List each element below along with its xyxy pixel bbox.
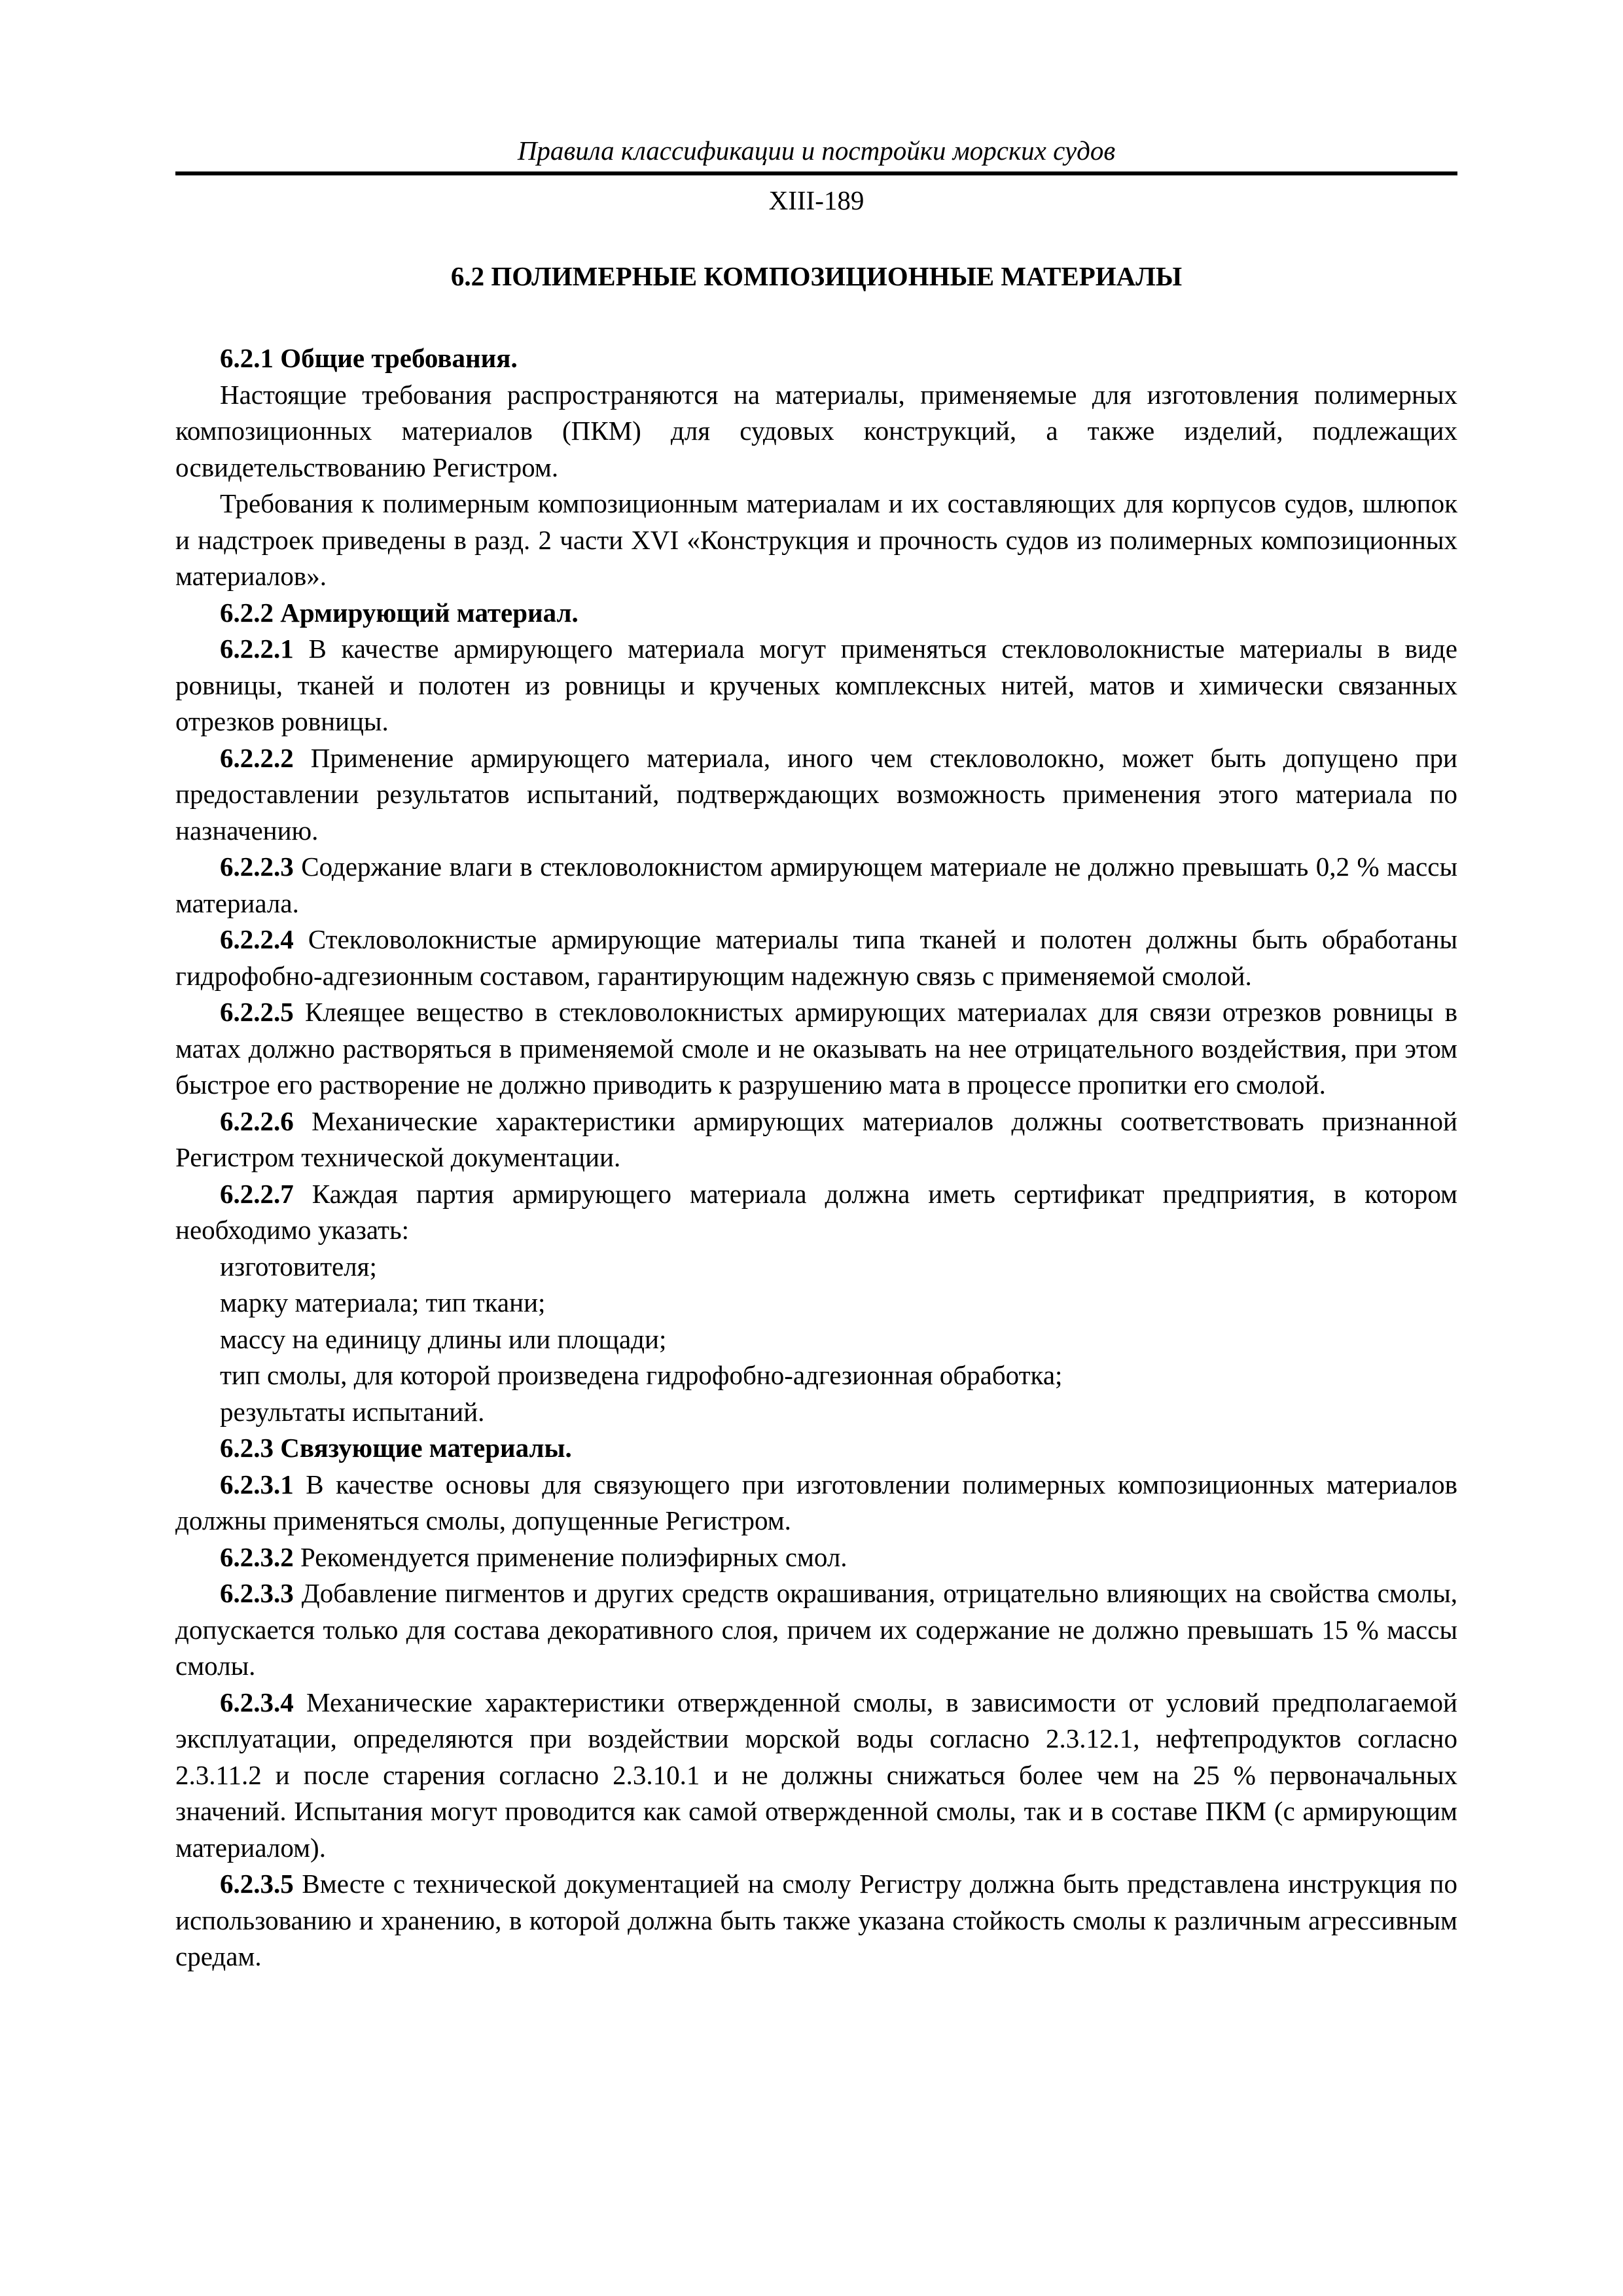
clause-text: Механические характеристики отвержденной смолы, в зависимости от условий предполагаемой эксплуатации, определяются при воздействии морской воды согласно 2.3.12.1, нефтепродуктов согласно 2.3.11.2 и после старения согласно 2.3.10.1 и не должны снижаться более чем на 25 % первоначальных значений. Испытания могут проводится как самой отвержденной смолы, так и в составе ПКМ (с армирующим материалом). xyxy=(175,1687,1457,1863)
clause-6-2-2-7 xyxy=(175,1176,1457,1249)
section-title: 6.2 ПОЛИМЕРНЫЕ КОМПОЗИЦИОННЫЕ МАТЕРИАЛЫ xyxy=(450,261,1183,291)
clause-6-2-3-1 xyxy=(175,1467,1457,1539)
clause-number: 6.2.3.5 xyxy=(220,1869,294,1899)
heading-6-2-2: 6.2.2 Армирующий материал. xyxy=(220,597,579,628)
clause-text: В качестве армирующего материала могут применяться стекловолокнистые материалы в виде ровницы, тканей и полотен из ровницы и крученых комплексных нитей, матов и химически связанных отрезков ровницы. xyxy=(175,634,1457,736)
clause-number: 6.2.3.1 xyxy=(220,1469,294,1499)
page-number: XIII-189 xyxy=(768,185,865,215)
clause-text: Рекомендуется применение полиэфирных смол. xyxy=(293,1541,847,1572)
clause-text: Механические характеристики армирующих материалов должны соответствовать признанной Регистром технической документации. xyxy=(175,1105,1457,1172)
clause-number: 6.2.2.6 xyxy=(220,1105,294,1136)
list-item: марку материала; тип ткани; xyxy=(220,1287,546,1318)
heading-6-2-1: 6.2.1 Общие требования. xyxy=(220,343,518,373)
clause-6-2-3-3 xyxy=(175,1575,1457,1685)
clause-6-2-2-4 xyxy=(175,922,1457,994)
clause-number: 6.2.2.1 xyxy=(220,634,294,664)
clause-text: Клеящее вещество в стекловолокнистых армирующих материалах для связи отрезков ровницы в матах должно растворяться в применяемой смоле и не оказывать на нее отрицательного воздействия, при этом быстрое его растворение не должно приводить к разрушению мата в процессе пропитки его смолой. xyxy=(175,997,1457,1100)
clause-text: Применение армирующего материала, иного чем стекловолокно, может быть допущено при предоставлении результатов испытаний, подтверждающих возможность применения этого материала по назначению. xyxy=(175,742,1457,846)
header-rule xyxy=(175,171,1457,175)
paragraph: Настоящие требования распространяются на материалы, применяемые для изготовления полимерных композиционных материалов (ПКМ) для судовых конструкций, а также изделий, подлежащих освидетельствованию Регистром. xyxy=(175,379,1457,482)
heading-6-2-3: 6.2.3 Связующие материалы. xyxy=(220,1433,572,1463)
clause-number: 6.2.3.3 xyxy=(220,1578,294,1608)
clause-text: В качестве основы для связующего при изготовлении полимерных композиционных материалов должны применяться смолы, допущенные Регистром. xyxy=(175,1469,1457,1535)
clause-text: Содержание влаги в стекловолокнистом армирующем материале не должно превышать 0,2 % массы материала. xyxy=(175,852,1457,918)
clause-6-2-3-4 xyxy=(175,1685,1457,1867)
clause-number: 6.2.2.5 xyxy=(220,997,294,1027)
clause-number: 6.2.3.2 xyxy=(220,1541,294,1572)
list-item: результаты испытаний. xyxy=(220,1396,485,1427)
clause-number: 6.2.2.7 xyxy=(220,1178,294,1209)
clause-6-2-2-5 xyxy=(175,994,1457,1103)
document-page xyxy=(175,131,1457,1975)
clause-text: Каждая партия армирующего материала должна иметь сертификат предприятия, в котором необходимо указать: xyxy=(175,1178,1457,1245)
clause-text: Стекловолокнистые армирующие материалы типа тканей и полотен должны быть обработаны гидрофобно-адгезионным составом, гарантирующим надежную связь с применяемой смолой. xyxy=(175,924,1457,991)
clause-text: Добавление пигментов и других средств окрашивания, отрицательно влияющих на свойства смолы, допускается только для состава декоративного слоя, причем их содержание не должно превышать 15 % массы смолы. xyxy=(175,1578,1457,1681)
clause-number: 6.2.2.4 xyxy=(220,924,294,954)
list-item: изготовителя; xyxy=(220,1251,377,1282)
clause-text: Вместе с технической документацией на смолу Регистру должна быть представлена инструкция по использованию и хранению, в которой должна быть также указана стойкость смолы к различным агрессивным средам. xyxy=(175,1869,1457,1971)
running-title: Правила классификации и постройки морских судов xyxy=(517,135,1116,166)
list-item: массу на единицу длины или площади; xyxy=(220,1323,667,1354)
clause-6-2-3-2 xyxy=(175,1539,1457,1576)
clause-6-2-2-3 xyxy=(175,849,1457,922)
clause-6-2-2-6 xyxy=(175,1103,1457,1176)
list-item: тип смолы, для которой произведена гидрофобно-адгезионная обработка; xyxy=(220,1360,1063,1390)
clause-number: 6.2.3.4 xyxy=(220,1687,294,1717)
clause-number: 6.2.2.2 xyxy=(220,742,294,773)
clause-6-2-2-1 xyxy=(175,631,1457,740)
clause-number: 6.2.2.3 xyxy=(220,852,294,882)
clause-6-2-2-2 xyxy=(175,740,1457,850)
clause-6-2-3-5 xyxy=(175,1866,1457,1975)
paragraph: Требования к полимерным композиционным материалам и их составляющих для корпусов судов, шлюпок и надстроек приведены в разд. 2 части XVI «Конструкция и прочность судов из полимерных композиционных материалов». xyxy=(175,488,1457,591)
